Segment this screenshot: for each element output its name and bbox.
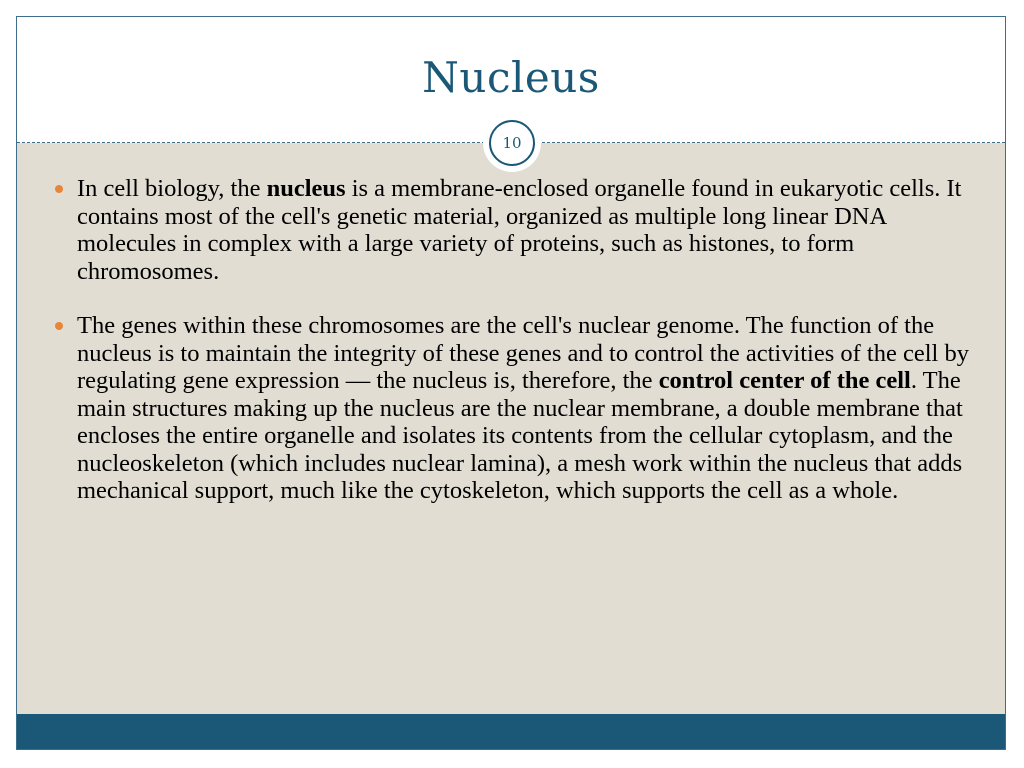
bullet-item: [55, 312, 985, 505]
page-number-badge: [483, 114, 541, 172]
bullet-dot-icon: [55, 185, 63, 193]
bullet-emphasis: nucleus: [266, 175, 346, 202]
slide: [16, 16, 1006, 750]
bullet-text: . The main structures making up the nucleus are the nuclear membrane, a double membrane that encloses the entire organelle and isolates its contents from the cellular cytoplasm, and the nucleoskeleton (which includes nuclear lamina), a mesh work within the nucleus that adds mechanical support, much like the cytoskeleton, which supports the cell as a whole.: [77, 367, 963, 504]
bullet-text: is a membrane-enclosed organelle found in eukaryotic cells. It contains most of the cell's genetic material, organized as multiple long linear DNA molecules in complex with a large variety of proteins, such as histones, to form chromosomes.: [77, 175, 962, 285]
footer-bar: [17, 714, 1005, 749]
bullet-dot-icon: [55, 322, 63, 330]
bullet-text: The genes within these chromosomes are the cell's nuclear genome. The function of the nucleus is to maintain the integrity of these genes and to control the activities of the cell by regulating gene expression — the nucleus is, therefore, the: [77, 312, 969, 394]
bullet-emphasis: control center of the cell: [658, 367, 911, 394]
bullet-list: [55, 175, 985, 532]
bullet-item: [55, 175, 985, 285]
slide-title: Nucleus: [422, 53, 600, 102]
bullet-text: In cell biology, the: [77, 175, 267, 202]
page-number: 10: [489, 120, 535, 166]
